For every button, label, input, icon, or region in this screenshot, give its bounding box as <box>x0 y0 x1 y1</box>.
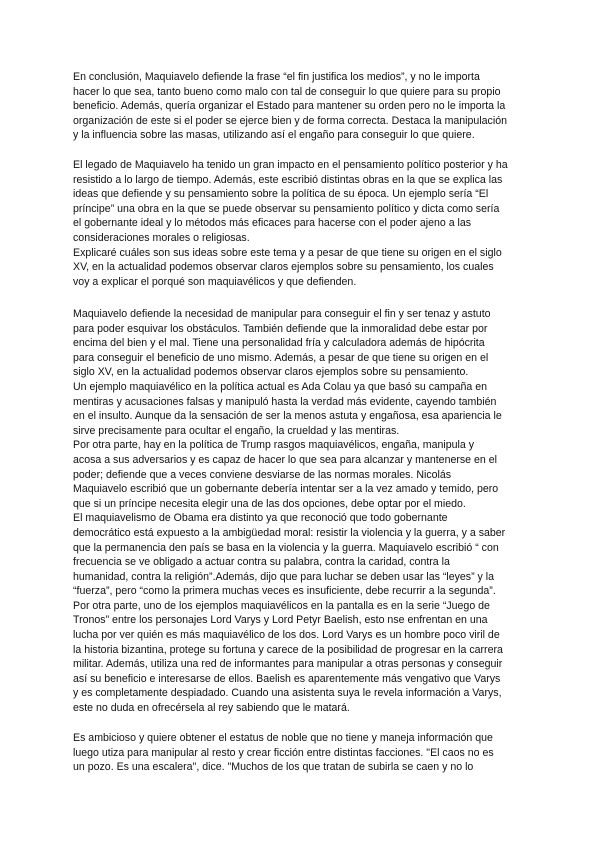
text-line: así su beneficio e interesarse de ellos. Baelish es aparentemente más vengativo que Varys <box>73 672 501 685</box>
text-line: que si un príncipe necesita elegir una de las dos opciones, debe optar por el miedo. <box>73 497 466 510</box>
text-line: un pozo. Es una escalera", dice. "Muchos de los que tratan de subirla se caen y no lo <box>73 761 474 774</box>
text-line: El maquiavelismo de Obama era distinto ya que reconoció que todo gobernante <box>73 512 448 525</box>
text-line: hacer lo que sea, tanto bueno como malo con tal de conseguir lo que quiere para su propio <box>73 85 501 98</box>
text-line: el gobernante ideal y lo métodos más eficaces para hacerse con el poder ajeno a las <box>73 217 472 230</box>
text-line: Maquiavelo escribió que un gobernante debería intentar ser a la vez amado y temido, pero <box>73 483 499 496</box>
text-line: este no duda en ofrecérsela al rey sabiendo que le matará. <box>73 702 350 715</box>
text-line: Es ambicioso y quiere obtener el estatus de noble que no tiene y maneja información que <box>73 732 493 744</box>
text-line: Por otra parte, hay en la política de Trump rasgos maquiavélicos, engaña, manipula y <box>73 439 475 452</box>
text-line: encima del bien y el mal. Tiene una personalidad fría y calculadora además de hipócrita <box>73 337 485 350</box>
text-line: beneficio. Además, quería organizar el Estado para mantener su orden pero no le importa la <box>73 100 506 113</box>
text-line: luego utiza para manipular al resto y crear ficción entre distintas facciones. "El caos no es <box>73 746 494 759</box>
text-line: poder; defiende que a veces conviene desviarse de las normas morales. Nicolás <box>73 468 452 481</box>
text-line: lucha por ver quién es más maquiavélico de los dos. Lord Varys es un hombre poco viril de <box>73 629 500 642</box>
text-line: príncipe” una obra en la que se puede observar su pensamiento político y dicta como sería <box>73 202 500 215</box>
text-line: organización de este si el poder se ejerce bien y de forma correcta. Destaca la manipulación <box>73 114 507 127</box>
paragraph-baelish <box>73 731 494 775</box>
text-line: y la influencia sobre las masas, utilizando así el engaño para conseguir lo que quiere. <box>73 129 475 142</box>
text-line: humanidad, contra la religión”.Además, dijo que para luchar se deben usar las “leyes” y la <box>73 570 495 583</box>
text-line: XV, en la actualidad podemos observar claros ejemplos sobre su pensamiento, los cuales <box>73 261 494 274</box>
paragraph-legado <box>73 158 508 289</box>
text-line: democrático está expuesto a la ambigüedad moral: resistir la violencia y la guerra, y a saber <box>73 526 506 539</box>
text-line: militar. Además, utiliza una red de informantes para manipular a otras personas y conseguir <box>73 658 503 671</box>
text-line: para conseguir el beneficio de uno mismo. Además, a pesar de que tiene su origen en el <box>73 351 489 364</box>
text-line: voy a explicar el porqué son maquiavélicos y que defienden. <box>73 275 357 288</box>
text-line: siglo XV, en la actualidad podemos observar claros ejemplos sobre su pensamiento. <box>73 366 469 379</box>
text-line: “fuerza”, pero “como la primera muchas veces es insuficiente, debe recurrir a la segunda”. <box>73 585 496 598</box>
text-line: resistido a lo largo de tiempo. Además, este escribió distintas obras en la que se explica las <box>73 173 503 186</box>
text-line: frecuencia se ve obligado a actuar contra su palabra, contra la caridad, contra la <box>73 556 450 569</box>
text-line: que la permanencia den país se basa en la violencia y la guerra. Maquiavelo escribió “ con <box>73 541 499 554</box>
text-line: en el insulto. Aunque da la sensación de ser la menos astuta y engañosa, esa apariencia le <box>73 410 502 423</box>
text-line: acosa a sus adversarios y es capaz de hacer lo que sea para alcanzar y mantenerse en el <box>73 453 497 466</box>
text-line: Un ejemplo maquiavélico en la política actual es Ada Colau ya que basó su campaña en <box>73 380 488 393</box>
text-line: Tronos” entre los personajes Lord Varys y Lord Petyr Baelish, esto nse enfrentan en una <box>73 614 488 627</box>
text-line: Maquiavelo defiende la necesidad de manipular para conseguir el fin y ser tenaz y astuto <box>73 308 491 320</box>
text-line: la historia bizantina, protege su fortuna y carece de la posibilidad de progresar en la carrera <box>73 643 503 656</box>
text-line: Explicaré cuáles son sus ideas sobre este tema y a pesar de que tiene su origen en el siglo <box>73 246 502 259</box>
text-line: para poder esquivar los obstáculos. También defiende que la inmoralidad debe estar por <box>73 322 488 335</box>
text-line: mentiras y acusaciones falsas y manipuló hasta la verdad más evidente, cayendo también <box>73 395 497 408</box>
text-line: consideraciones morales o religiosas. <box>73 231 250 244</box>
text-line: y es completamente despiadado. Cuando una asistenta suya le revela información a Varys, <box>73 687 502 700</box>
text-line: El legado de Maquiavelo ha tenido un gran impacto en el pensamiento político posterior y ha <box>73 159 508 171</box>
text-line: Por otra parte, uno de los ejemplos maquiavélicos en la pantalla es en la serie “Juego de <box>73 599 490 612</box>
text-line: sirve precisamente para ocultar el engaño, la crueldad y las mentiras. <box>73 424 400 437</box>
text-line: En conclusión, Maquiavelo defiende la frase “el fin justifica los medios”, y no le importa <box>73 71 480 83</box>
paragraph-ejemplos <box>73 307 505 716</box>
paragraph-conclusion <box>73 70 507 143</box>
text-line: ideas que defiende y su pensamiento sobre la política de su época. Un ejemplo sería “El <box>73 188 489 201</box>
